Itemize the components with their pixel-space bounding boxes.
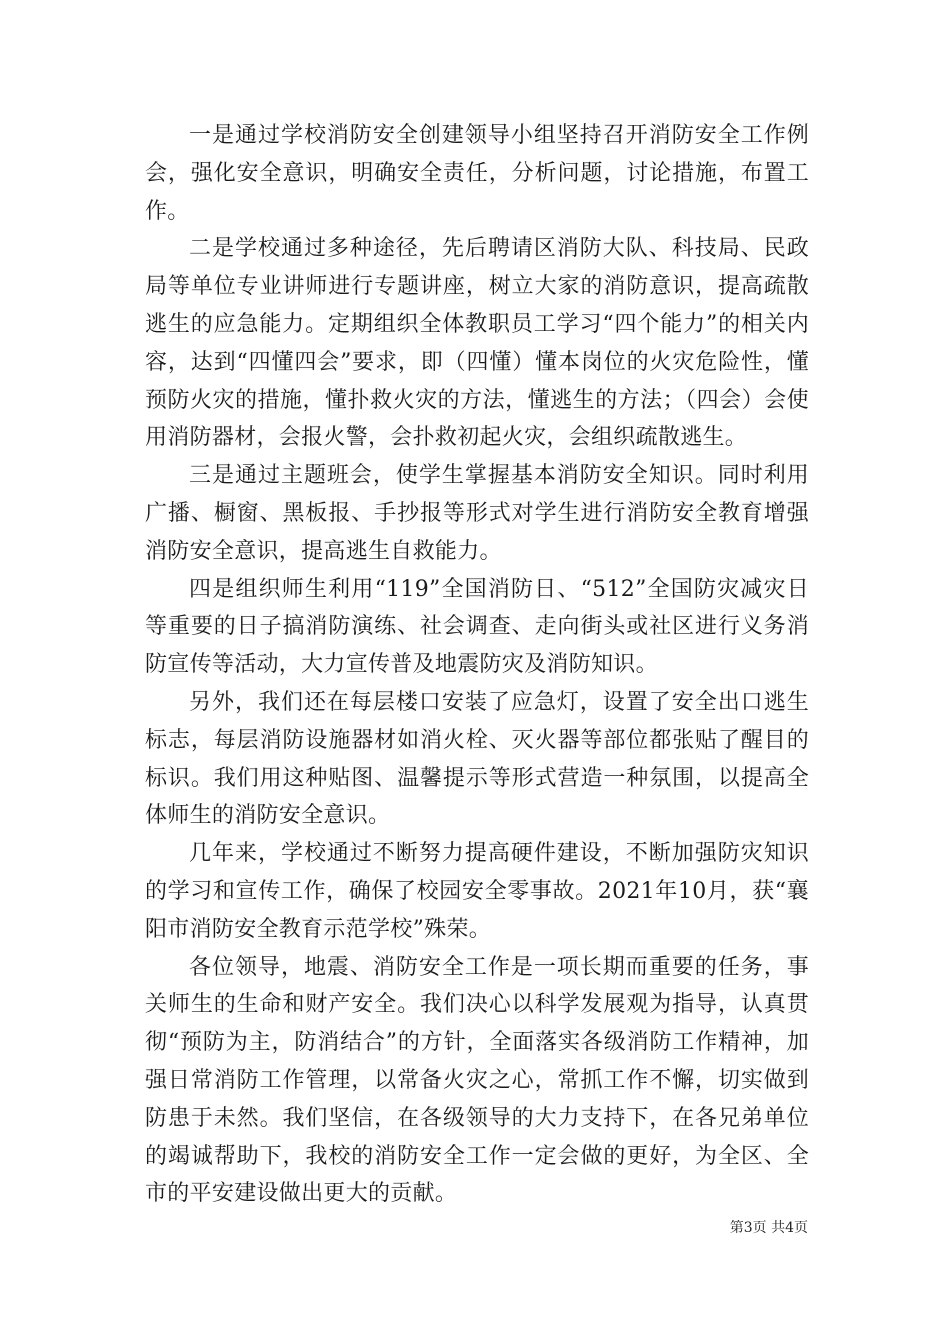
paragraph-7: 各位领导，地震、消防安全工作是一项长期而重要的任务，事关师生的生命和财产安全。我们决心以科学发展观为指导，认真贯彻“预防为主，防消结合”的方针，全面落实各级消防工作精神，加强日常消防工作管理，以常备火灾之心，常抓工作不懈，切实做到防患于未然。我们坚信，在各级领导的大力支持下，在各兄弟单位的竭诚帮助下，我校的消防安全工作一定会做的更好，为全区、全市的平安建设做出更大的贡献。 <box>145 954 809 1207</box>
document-body <box>145 117 809 1213</box>
page-number: 第3页 共4页 <box>729 1220 808 1236</box>
paragraph-6: 几年来，学校通过不断努力提高硬件建设，不断加强防灾知识的学习和宣传工作，确保了校园安全零事故。2021年10月，获“襄阳市消防安全教育示范学校”殊荣。 <box>145 841 809 942</box>
paragraph-3: 三是通过主题班会，使学生掌握基本消防安全知识。同时利用广播、橱窗、黑板报、手抄报等形式对学生进行消防安全教育增强消防安全意识，提高逃生自救能力。 <box>145 463 809 564</box>
paragraph-2: 二是学校通过多种途径，先后聘请区消防大队、科技局、民政局等单位专业讲师进行专题讲座，树立大家的消防意识，提高疏散逃生的应急能力。定期组织全体教职员工学习“四个能力”的相关内容，达到“四懂四会”要求，即（四懂）懂本岗位的火灾危险性，懂预防火灾的措施，懂扑救火灾的方法，懂逃生的方法；（四会）会使用消防器材，会报火警，会扑救初起火灾，会组织疏散逃生。 <box>145 236 809 451</box>
paragraph-1: 一是通过学校消防安全创建领导小组坚持召开消防安全工作例会，强化安全意识，明确安全责任，分析问题，讨论措施，布置工作。 <box>145 123 809 224</box>
paragraph-4: 四是组织师生利用“119”全国消防日、“512”全国防灾减灾日等重要的日子搞消防演练、社会调查、走向街头或社区进行义务消防宣传等活动，大力宣传普及地震防灾及消防知识。 <box>145 576 809 678</box>
paragraph-5: 另外，我们还在每层楼口安装了应急灯，设置了安全出口逃生标志，每层消防设施器材如消火栓、灭火器等部位都张贴了醒目的标识。我们用这种贴图、温馨提示等形式营造一种氛围，以提高全体师生的消防安全意识。 <box>145 689 809 829</box>
